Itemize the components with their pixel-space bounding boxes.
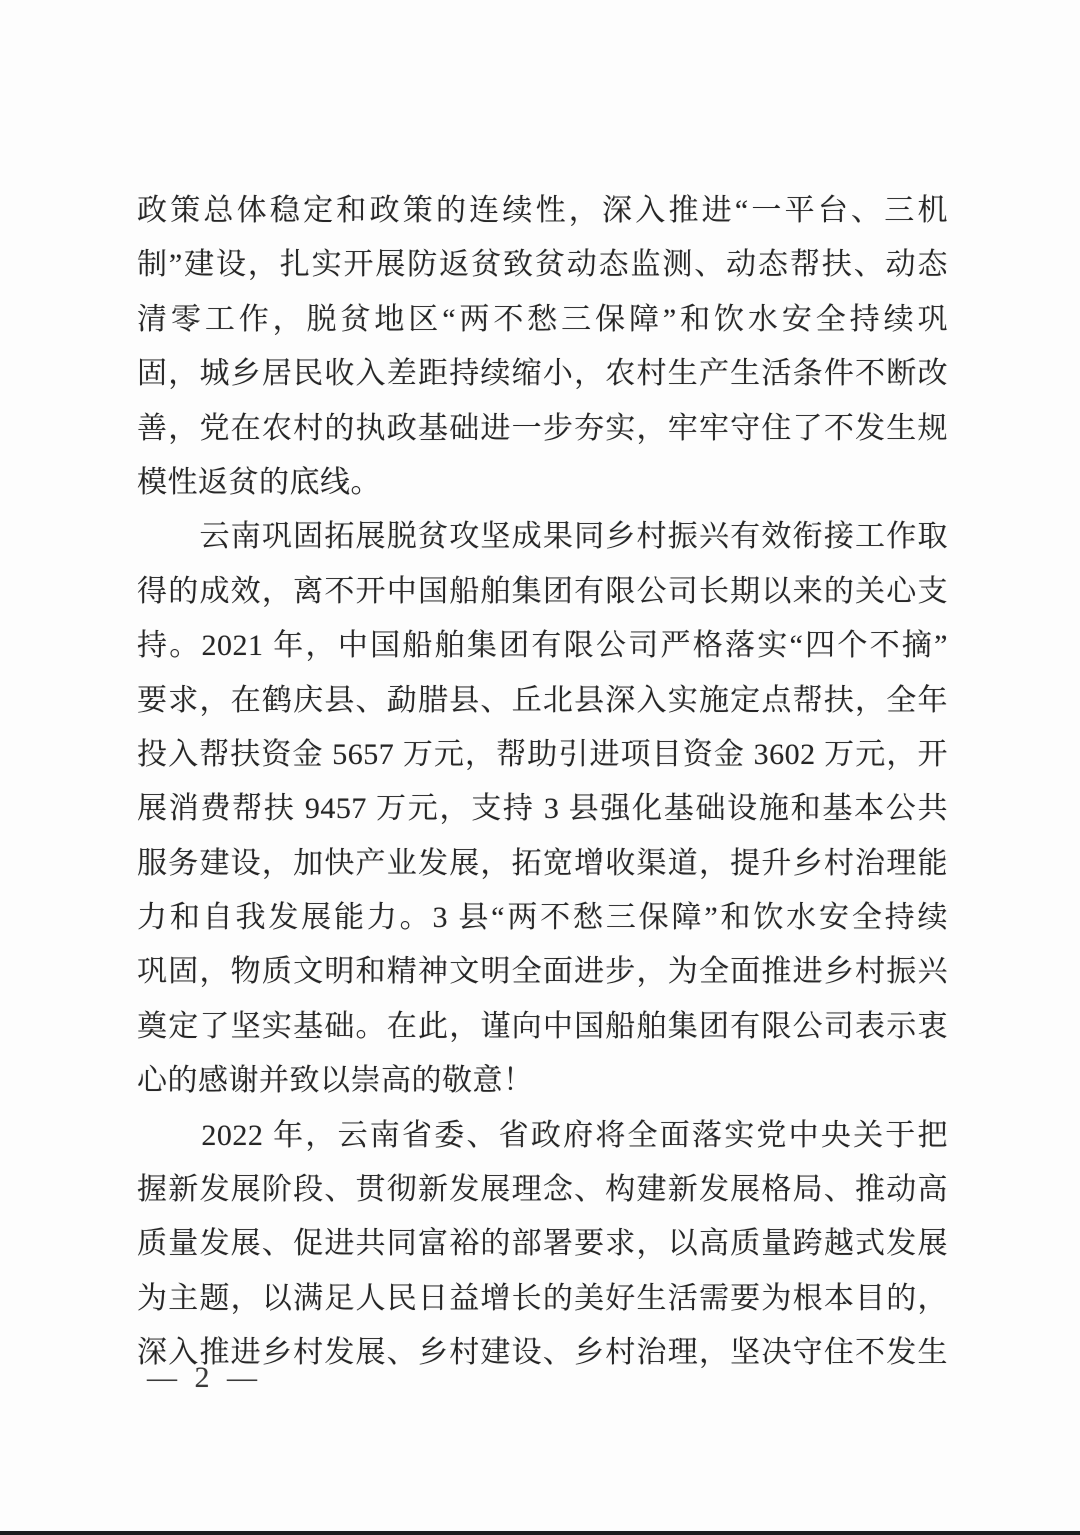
text-line: 巩固，物质文明和精神文明全面进步，为全面推进乡村振兴 — [137, 955, 948, 989]
text-line: 清零工作，脱贫地区“两不愁三保障”和饮水安全持续巩 — [137, 302, 948, 336]
document-body — [137, 184, 948, 1381]
text-line: 为主题，以满足人民日益增长的美好生活需要为根本目的， — [137, 1281, 948, 1315]
text-line: 模性返贫的底线。 — [137, 465, 381, 499]
text-line: 奠定了坚实基础。在此，谨向中国船舶集团有限公司表示衷 — [137, 1009, 948, 1043]
text-line: 要求，在鹤庆县、勐腊县、丘北县深入实施定点帮扶，全年 — [137, 683, 948, 717]
text-line: 力和自我发展能力。3 县“两不愁三保障”和饮水安全持续 — [137, 901, 948, 935]
text-line: 2022 年，云南省委、省政府将全面落实党中央关于把 — [137, 1118, 948, 1152]
text-line: 固，城乡居民收入差距持续缩小，农村生产生活条件不断改 — [137, 357, 948, 391]
text-line: 展消费帮扶 9457 万元，支持 3 县强化基础设施和基本公共 — [137, 792, 948, 826]
text-line: 云南巩固拓展脱贫攻坚成果同乡村振兴有效衔接工作取 — [137, 520, 948, 554]
text-line: 制”建设，扎实开展防返贫致贫动态监测、动态帮扶、动态 — [137, 248, 948, 282]
text-line: 服务建设，加快产业发展，拓宽增收渠道，提升乡村治理能 — [137, 846, 948, 880]
page-number: — 2 — — [147, 1361, 262, 1394]
text-line: 投入帮扶资金 5657 万元，帮助引进项目资金 3602 万元，开 — [137, 737, 948, 771]
text-line: 善，党在农村的执政基础进一步夯实，牢牢守住了不发生规 — [137, 411, 948, 445]
text-line: 深入推进乡村发展、乡村建设、乡村治理，坚决守住不发生 — [137, 1336, 948, 1370]
text-line: 质量发展、促进共同富裕的部署要求，以高质量跨越式发展 — [137, 1227, 948, 1261]
text-line: 握新发展阶段、贯彻新发展理念、构建新发展格局、推动高 — [137, 1173, 948, 1207]
text-line: 政策总体稳定和政策的连续性，深入推进“一平台、三机 — [137, 194, 948, 227]
text-line: 得的成效，离不开中国船舶集团有限公司长期以来的关心支 — [137, 574, 948, 608]
text-line: 心的感谢并致以崇高的敬意！ — [137, 1064, 534, 1098]
text-line: 持。2021 年，中国船舶集团有限公司严格落实“四个不摘” — [137, 629, 948, 663]
page-bottom-edge — [0, 1531, 1080, 1535]
